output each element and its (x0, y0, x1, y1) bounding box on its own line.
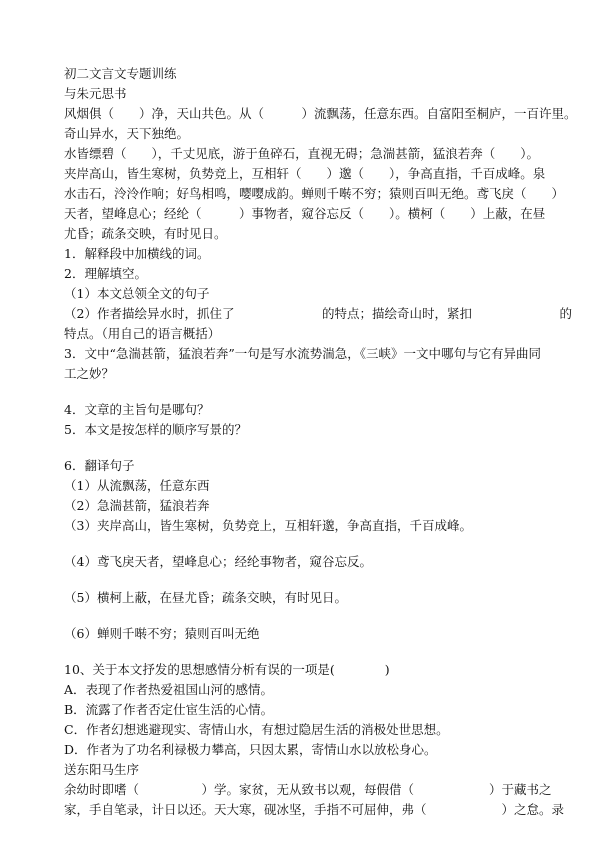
translation-item: （6）蝉则千啭不穷；猿则百叫无绝 (64, 626, 260, 641)
passage-line: 余幼时即嗜（ ）学。家贫，无从致书以观，每假借（ ）于藏书之 (64, 782, 552, 797)
option-c: C．作者幻想逃避现实、寄情山水，有想过隐居生活的消极处世思想。 (64, 722, 449, 737)
passage-title-yu-zhu-yuan-si-shu: 与朱元思书 (64, 86, 127, 101)
option-b: B．流露了作者否定仕宦生活的心情。 (64, 702, 274, 717)
answer-space (64, 536, 560, 552)
question-6 (64, 456, 560, 644)
answer-space (64, 644, 560, 660)
passage-line: 奇山异水，天下独绝。 (64, 126, 190, 141)
passage-line: 天者，望峰息心；经纶（ ）事物者，窥谷忘反（ ）。横柯（ ）上蔽，在昼 (64, 206, 546, 221)
answer-space (64, 440, 560, 456)
question-10-stem: 10、关于本文抒发的思想感情分析有误的一项是( ) (64, 662, 390, 677)
question-line: 5．本文是按怎样的顺序写景的？ (64, 422, 247, 437)
passage-line: 尤昏；疏条交映，有时见日。 (64, 226, 227, 241)
question-line: 3．文中“急湍甚箭，猛浪若奔”一句是写水流势湍急，《三峡》一文中哪句与它有异曲同 (64, 346, 541, 361)
document-content (64, 64, 577, 820)
passage-line: 家，手自笔录，计日以还。天大寒，砚冰坚，手指不可屈伸，弗（ ）之怠。录 (64, 802, 565, 817)
answer-space (64, 572, 560, 588)
translation-item: （3）夹岸高山，皆生寒树，负势竞上，互相轩邈，争高直指，千百成峰。 (64, 518, 472, 533)
translation-item: （4）鸢飞戾天者，望峰息心；经纶事物者，窥谷忘反。 (64, 554, 372, 569)
passage-2 (64, 780, 565, 820)
question-line: 工之妙？ (64, 366, 115, 381)
question-6-title: 6．翻译句子 (64, 458, 135, 473)
passage-title-song-dongyang-ma-sheng-xu: 送东阳马生序 (64, 762, 140, 777)
translation-item: （5）横柯上蔽，在昼尤昏；疏条交映，有时见日。 (64, 590, 347, 605)
question-line: 2．理解填空。 (64, 266, 147, 281)
translation-item: （1）从流飘荡，任意东西 (64, 478, 210, 493)
option-a: A．表现了作者热爱祖国山河的感情。 (64, 682, 274, 697)
question-10 (64, 660, 560, 760)
translation-item: （2）急湍甚箭，猛浪若奔 (64, 498, 210, 513)
passage-1 (64, 104, 577, 244)
question-line: 1．解释段中加横线的词。 (64, 246, 210, 261)
question-line: （1）本文总领全文的句子 (64, 286, 210, 301)
answer-space (64, 384, 560, 400)
questions-4-5 (64, 400, 560, 440)
question-line: 4．文章的主旨句是哪句？ (64, 402, 210, 417)
passage-line: 水皆缥碧（ ），千丈见底，游于鱼碎石，直视无碍；急湍甚箭，猛浪若奔（ ）。 (64, 146, 540, 161)
passage-line: 风烟俱（ ）净，天山共色。从（ ）流飘荡，任意东西。自富阳至桐庐，一百许里。 (64, 106, 577, 121)
document-title: 初二文言文专题训练 (64, 66, 177, 81)
passage-line: 水击石，泠泠作响；好鸟相鸣，嘤嘤成韵。蝉则千啭不穷；猿则百叫无绝。鸢飞戾（ ） (64, 186, 565, 201)
question-line: 特点。（用自己的语言概括） (64, 326, 221, 341)
questions-1-3 (64, 244, 572, 384)
option-d: D．作者为了功名利禄极力攀高，只因太累，寄情山水以放松身心。 (64, 742, 437, 757)
passage-line: 夹岸高山，皆生寒树，负势竞上，互相轩（ ）邈（ ），争高直指，千百成峰。泉 (64, 166, 546, 181)
question-line: （2）作者描绘异水时，抓住了 的特点；描绘奇山时，紧扣 的 (64, 306, 572, 321)
answer-space (64, 608, 560, 624)
